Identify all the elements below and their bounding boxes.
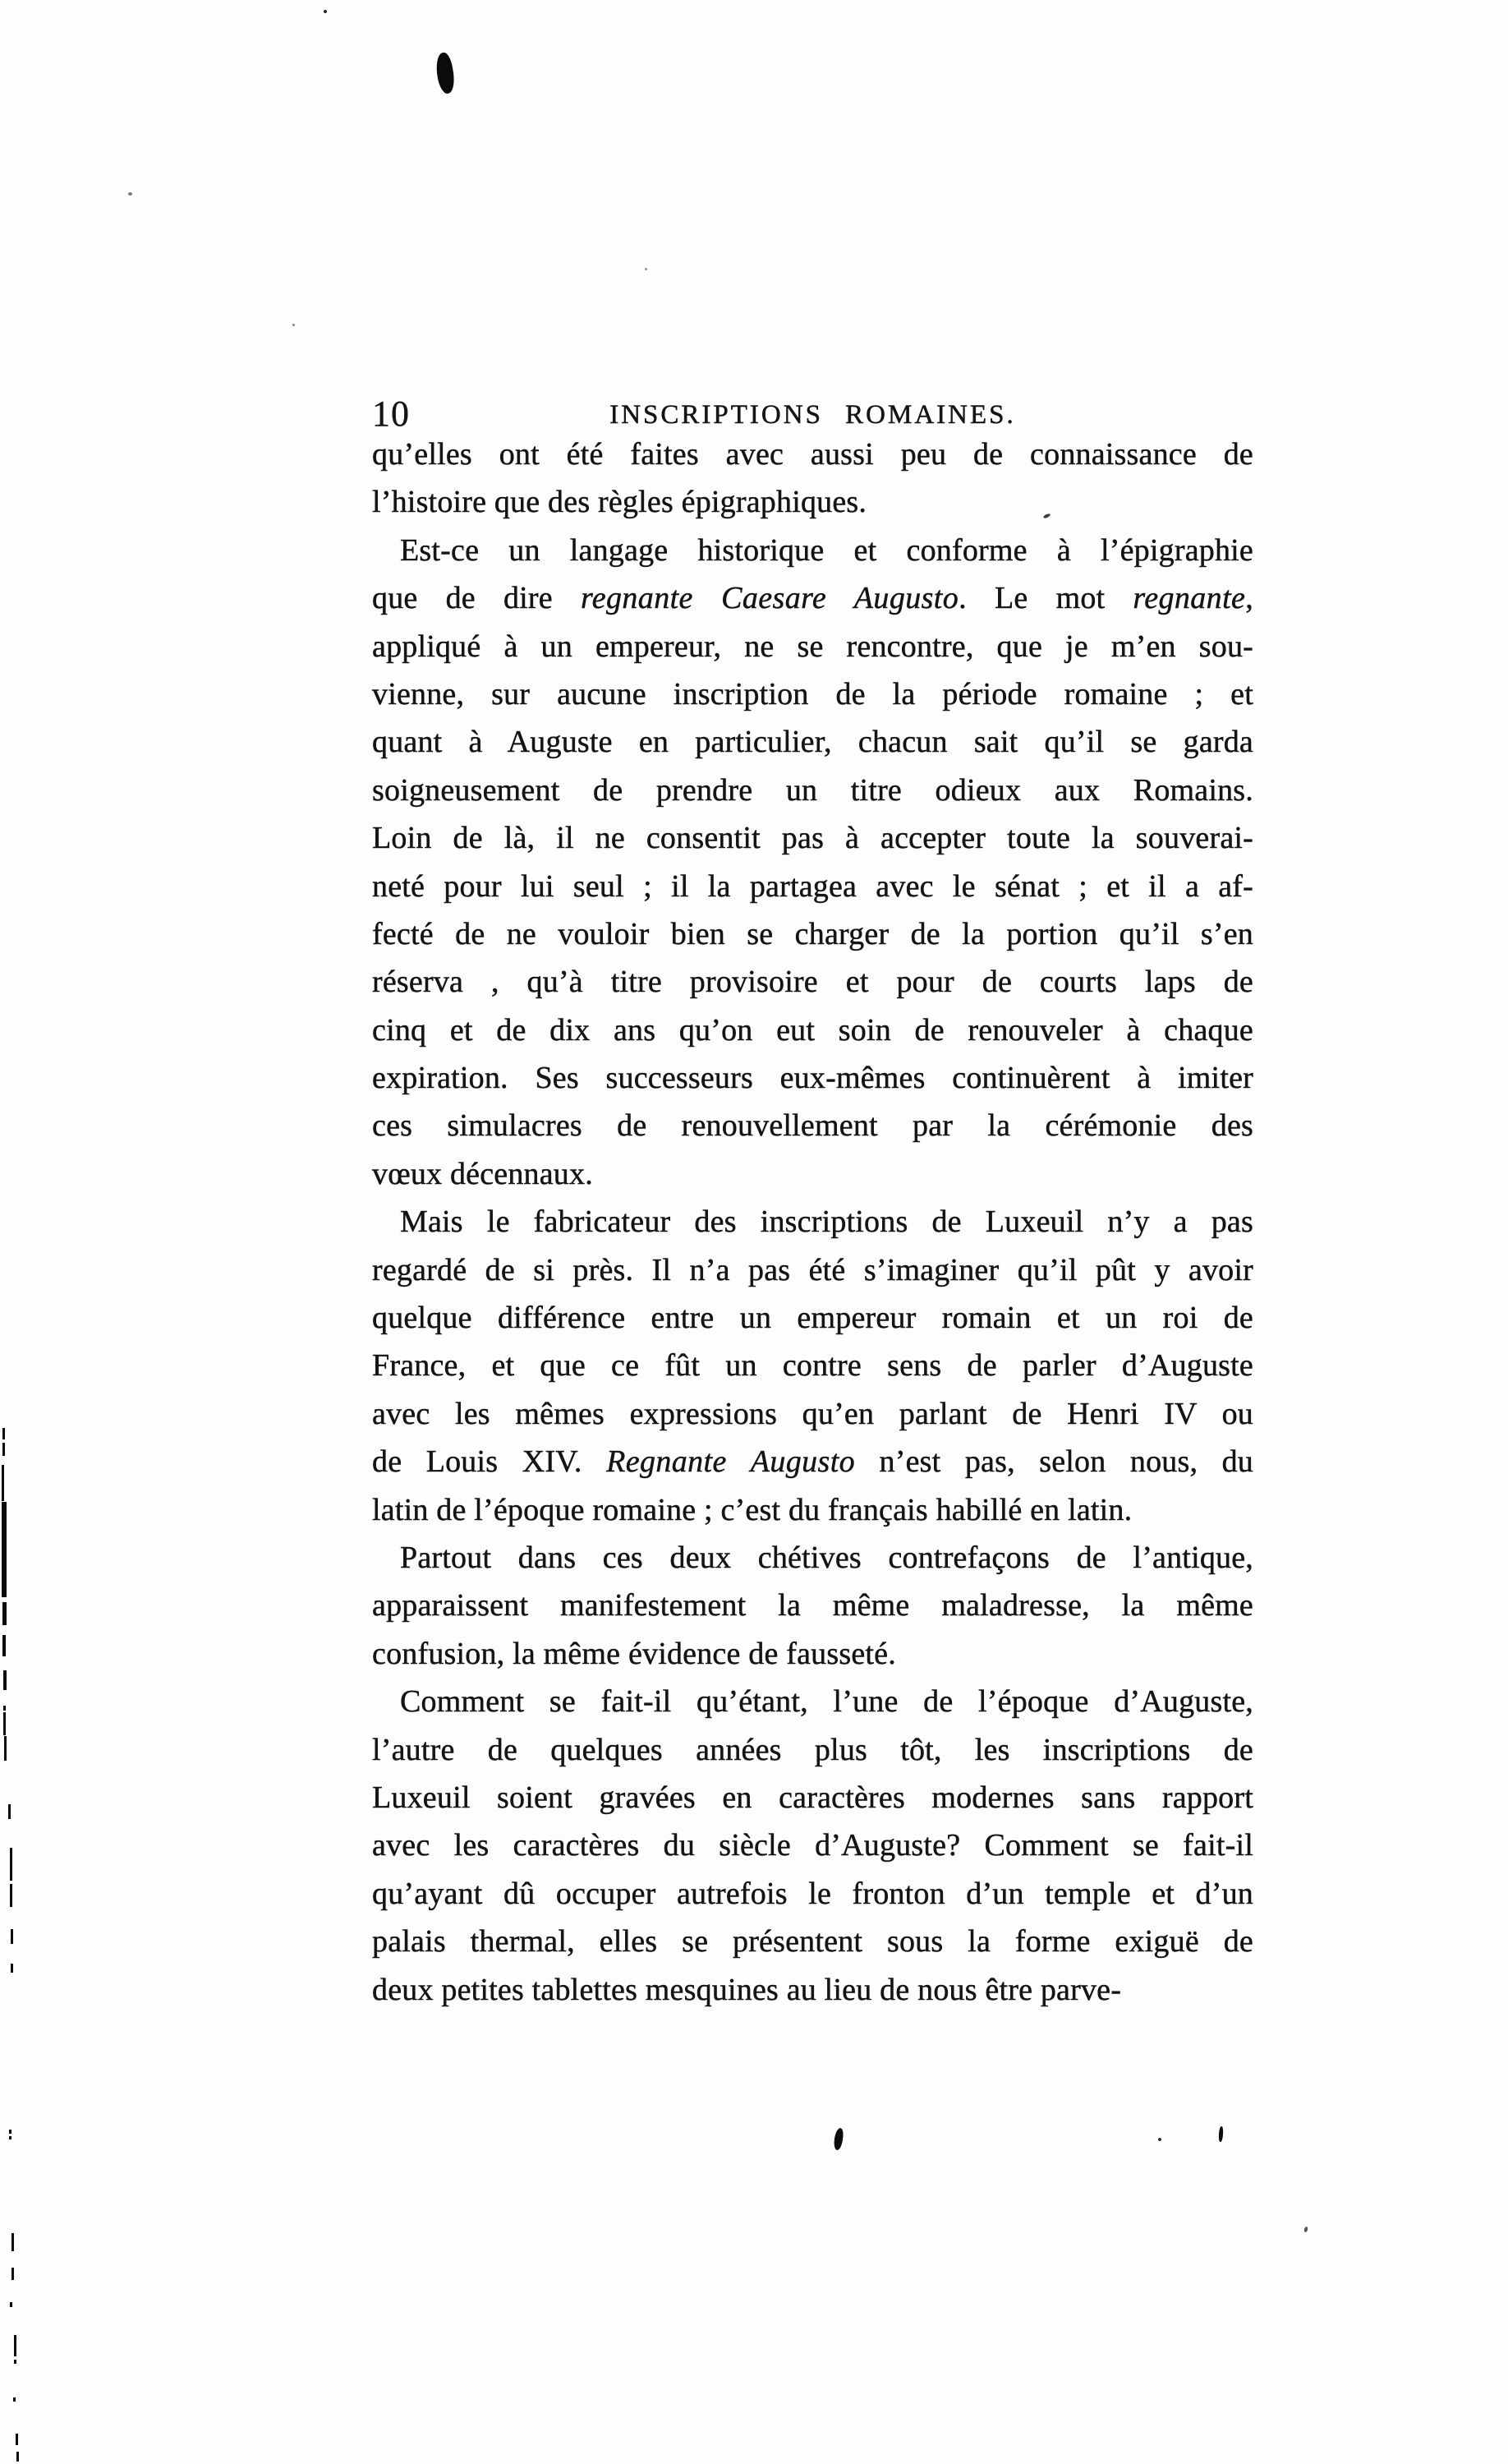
text-line: Luxeuil soient gravées en caractères modernes sans rapport <box>372 1780 1253 1815</box>
text-line: regardé de si près. Il n’a pas été s’imaginer qu’il pût y avoir <box>372 1252 1253 1287</box>
page-body <box>372 431 1253 2014</box>
margin-mark <box>10 1884 12 1907</box>
margin-mark <box>14 2335 16 2356</box>
margin-mark <box>3 1670 7 1690</box>
text-line: qu’ayant dû occuper autrefois le fronton d’un temple et d’un <box>372 1876 1253 1911</box>
text-line: fecté de ne vouloir bien se charger de la portion qu’il s’en <box>372 916 1253 951</box>
margin-mark <box>11 2233 14 2251</box>
text-line: soigneusement de prendre un titre odieux aux Romains. <box>372 772 1253 808</box>
text-line: quelque différence entre un empereur romain et un roi de <box>372 1301 1253 1336</box>
margin-mark <box>2 1443 5 1456</box>
margin-mark <box>13 2397 16 2402</box>
text-line: Mais le fabricateur des inscriptions de Luxeuil n’y a pas <box>400 1204 1253 1240</box>
margin-mark <box>2 1602 7 1625</box>
ink-mark <box>1158 2138 1161 2141</box>
text-line: appliqué à un empereur, ne se rencontre, que je m’en sou- <box>372 629 1253 664</box>
text-line: deux petites tablettes mesquines au lieu de nous être parve- <box>372 1972 1122 2007</box>
margin-mark <box>16 2434 18 2445</box>
margin-mark <box>10 1848 12 1881</box>
paragraph <box>372 1198 1253 1534</box>
text-line: vœux décennaux. <box>372 1156 593 1191</box>
ink-mark <box>833 2127 844 2150</box>
text-line: expiration. Ses successeurs eux-mêmes continuèrent à imiter <box>372 1061 1253 1096</box>
margin-mark <box>9 2130 11 2134</box>
ink-mark <box>645 268 647 270</box>
text-line: confusion, la même évidence de fausseté. <box>372 1636 896 1671</box>
ink-mark <box>1303 2227 1308 2233</box>
margin-mark <box>2 1428 5 1439</box>
margin-mark <box>4 1736 7 1761</box>
margin-mark <box>3 1706 6 1711</box>
margin-mark <box>9 2136 11 2139</box>
text-line: cinq et de dix ans qu’on eut soin de renouveler à chaque <box>372 1012 1253 1048</box>
text-line: qu’elles ont été faites avec aussi peu de connaissance de <box>372 437 1253 472</box>
paragraph <box>372 1534 1253 1678</box>
text-line: avec les mêmes expressions qu’en parlant de Henri IV ou <box>372 1396 1253 1431</box>
ink-mark <box>324 10 327 13</box>
margin-mark <box>11 1929 13 1944</box>
text-line: quant à Auguste en particulier, chacun sait qu’il se garda <box>372 725 1253 760</box>
text-line: l’autre de quelques années plus tôt, les inscriptions de <box>372 1732 1253 1767</box>
margin-mark <box>14 2360 16 2364</box>
text-line: France, et que ce fût un contre sens de parler d’Auguste <box>372 1348 1253 1384</box>
text-line: palais thermal, elles se présentent sous la forme exiguë de <box>372 1924 1253 1960</box>
ink-mark <box>292 324 295 326</box>
text-line: Partout dans ces deux chétives contrefaçons de l’antique, <box>400 1540 1253 1575</box>
text-line: vienne, sur aucune inscription de la période romaine ; et <box>372 676 1253 712</box>
margin-mark <box>16 2452 19 2462</box>
text-line: que de dire regnante Caesare Augusto. Le mot regnante, <box>372 581 1253 616</box>
margin-mark <box>8 1804 11 1819</box>
margin-mark <box>10 2302 12 2307</box>
ink-mark <box>128 192 132 196</box>
text-line: Est-ce un langage historique et conforme à l’épigraphie <box>400 532 1253 568</box>
paragraph <box>372 431 1253 527</box>
text-line: latin de l’époque romaine ; c’est du français habillé en latin. <box>372 1492 1133 1527</box>
margin-mark <box>2 1502 7 1597</box>
text-line: Comment se fait-il qu’étant, l’une de l’époque d’Auguste, <box>400 1684 1253 1720</box>
text-line: apparaissent manifestement la même maladresse, la même <box>372 1588 1253 1623</box>
margin-mark <box>2 1465 4 1501</box>
text-line: neté pour lui seul ; il la partagea avec le sénat ; et il a af- <box>372 868 1253 904</box>
text-line: l’histoire que des règles épigraphiques. <box>372 485 867 520</box>
ink-mark <box>1218 2126 1223 2142</box>
margin-mark <box>2 1635 6 1656</box>
margin-mark <box>11 2268 14 2280</box>
text-line: avec les caractères du siècle d’Auguste? Comment se fait-il <box>372 1828 1253 1863</box>
ink-mark <box>434 52 457 95</box>
text-line: de Louis XIV. Regnante Augusto n’est pas, selon nous, du <box>372 1444 1253 1480</box>
page-number: 10 <box>372 394 410 434</box>
text-line: réserva , qu’à titre provisoire et pour de courts laps de <box>372 965 1253 1000</box>
paragraph <box>372 527 1253 1198</box>
margin-mark <box>3 1712 6 1735</box>
running-title: INSCRIPTIONS ROMAINES. <box>609 400 1016 430</box>
text-line: Loin de là, il ne consentit pas à accepter toute la souverai- <box>372 821 1253 856</box>
text-line: ces simulacres de renouvellement par la cérémonie des <box>372 1108 1253 1144</box>
margin-mark <box>11 1964 13 1973</box>
paragraph <box>372 1678 1253 2014</box>
